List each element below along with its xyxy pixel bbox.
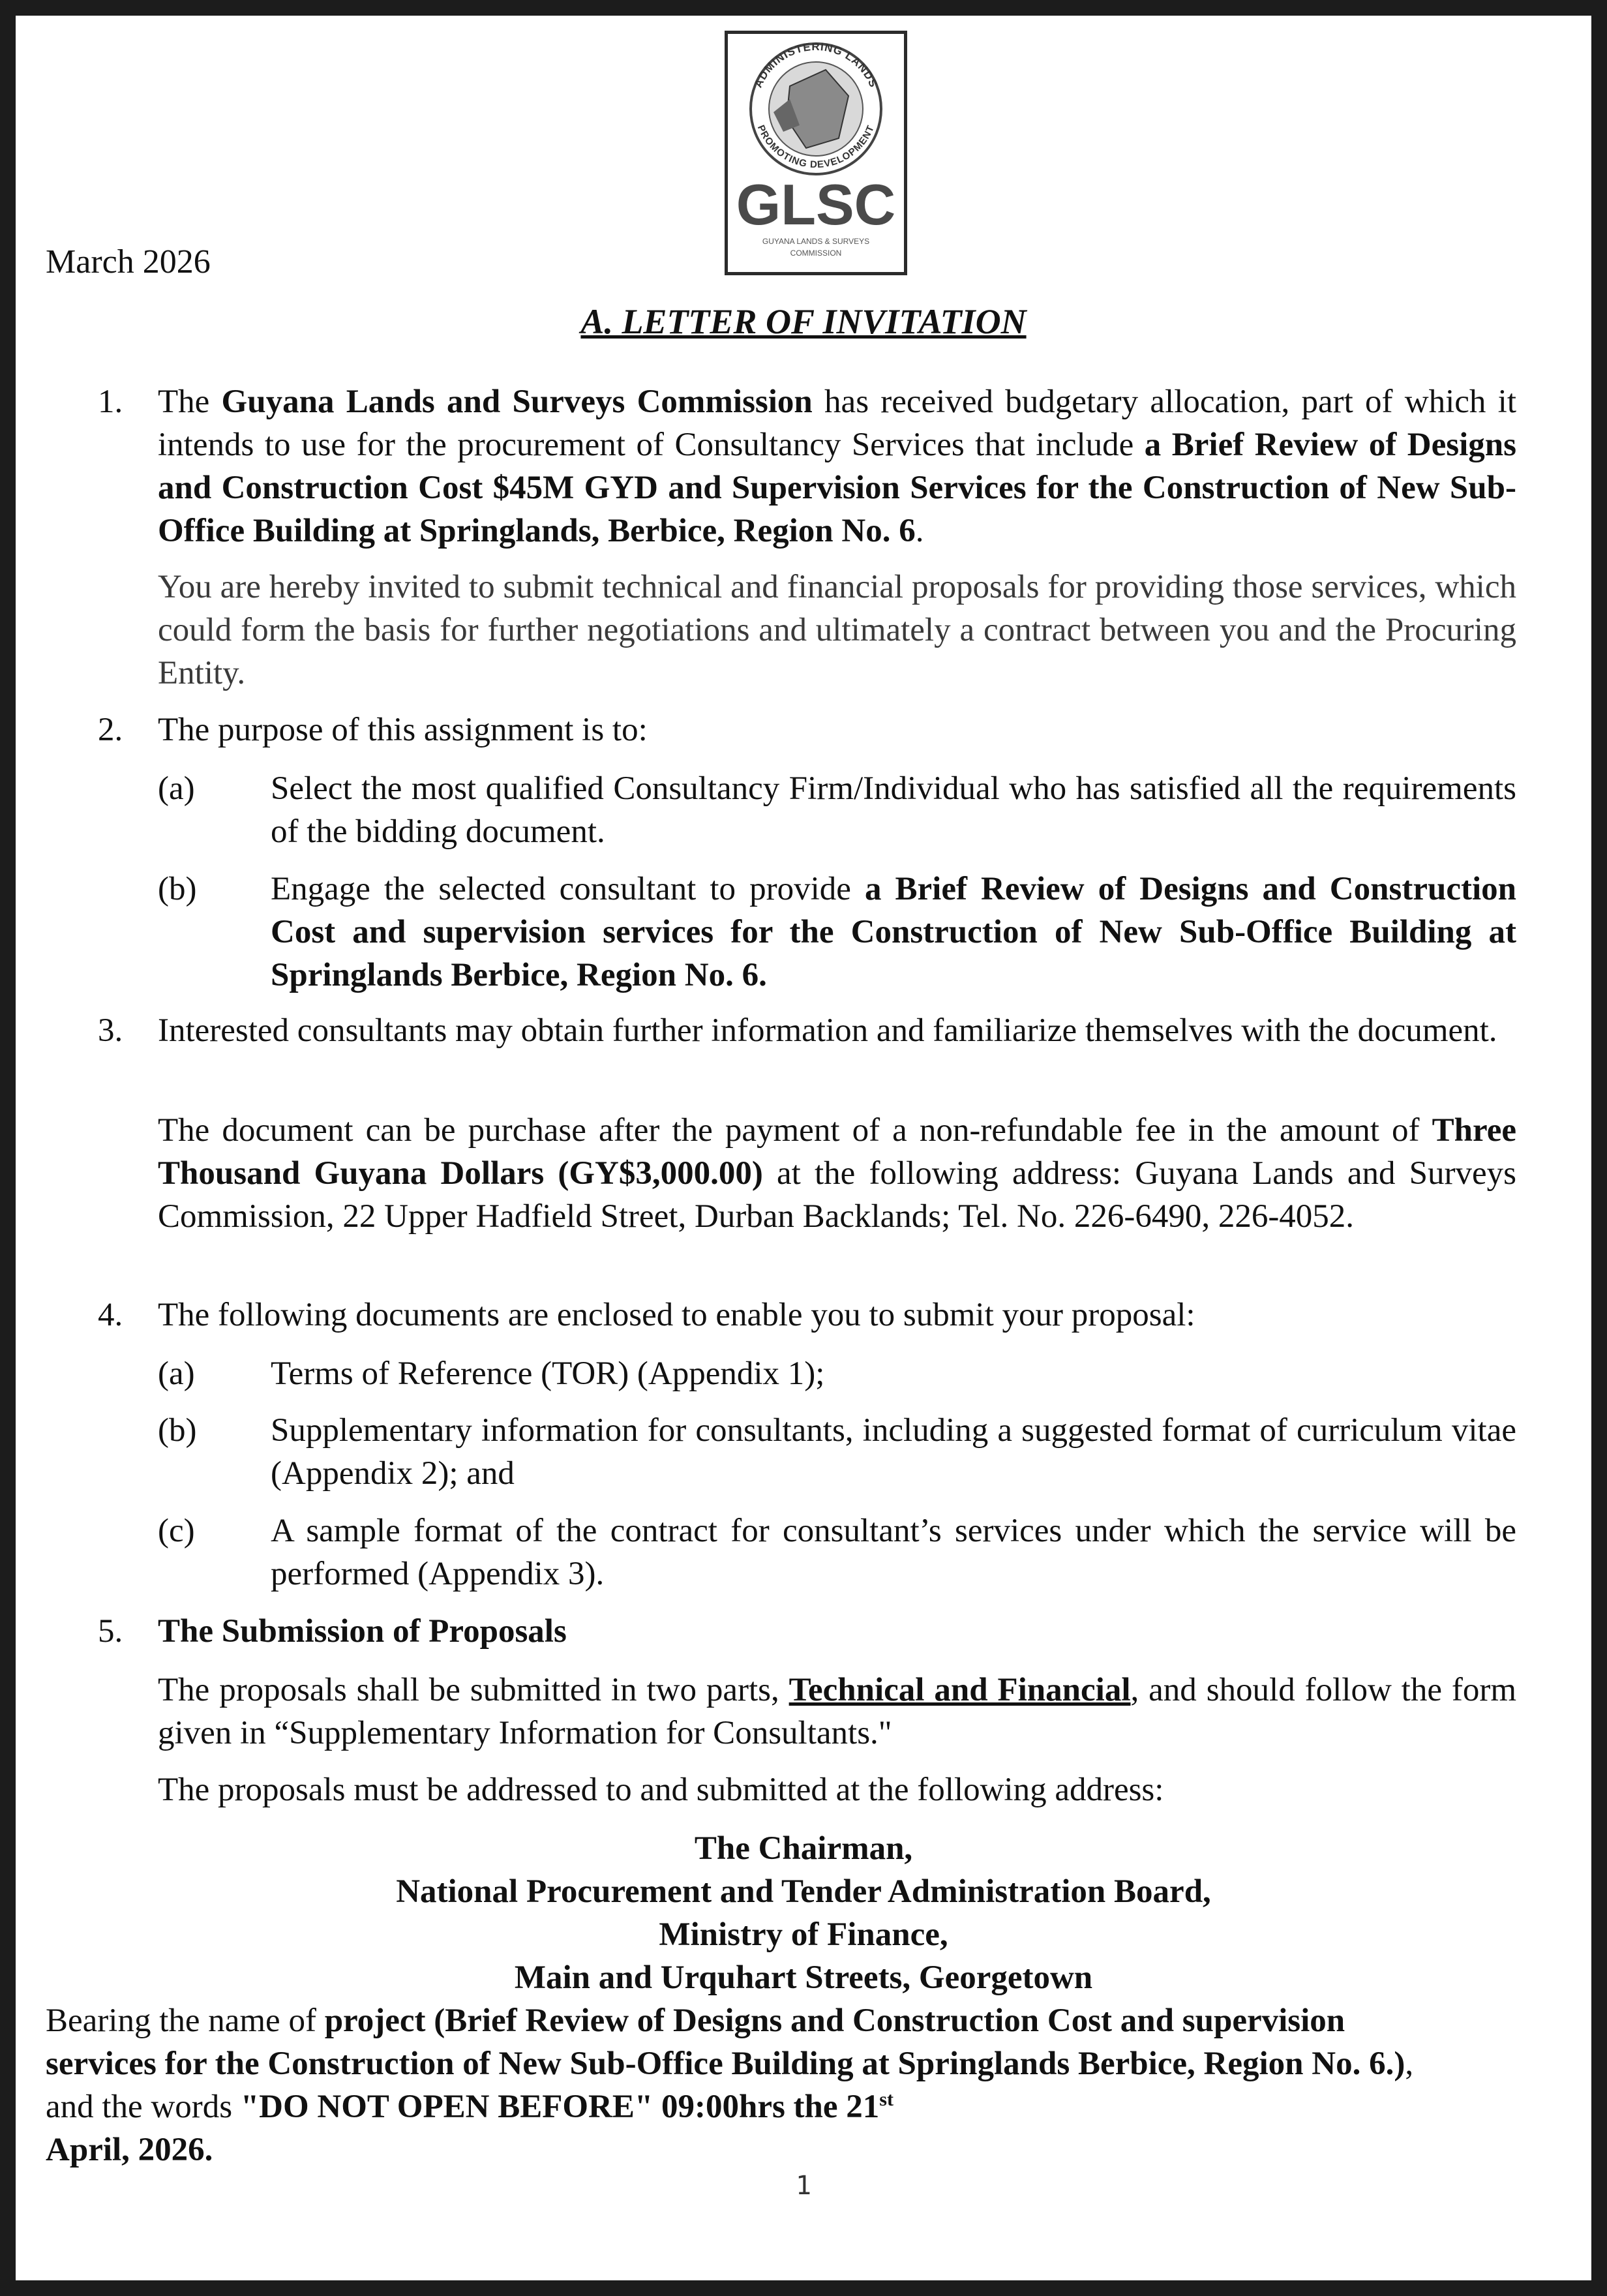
address-line-3: Ministry of Finance, xyxy=(659,1916,948,1953)
item-1-invitation-paragraph: You are hereby invited to submit technical and financial proposals for providing those services, which could form the basis for further negotiations and ultimately a contract between you and the Procuring Entity. xyxy=(158,569,1516,691)
item-2b-label: (b) xyxy=(158,871,197,907)
item-1-paragraph: The Guyana Lands and Surveys Commission has received budgetary allocation, part of which it intends to use for the procurement of Consultancy Services that include a Brief Review of Designs and Construction Cost $45M GYD and Supervision Services for the Construction of New Sub-Office Building at Springlands, Berbice, Region No. 6. xyxy=(158,384,1516,549)
address-line-1: The Chairman, xyxy=(694,1830,913,1867)
item-4a-text: Terms of Reference (TOR) (Appendix 1); xyxy=(271,1355,825,1392)
item-4c-text: A sample format of the contract for consultant’s services under which the service will be performed (Appendix 3). xyxy=(271,1513,1516,1592)
glsc-emblem-icon xyxy=(728,34,904,272)
item-5-parts-paragraph: The proposals shall be submitted in two parts, Technical and Financial, and should follow the form given in “Supplementary Information for Consultants." xyxy=(158,1672,1517,1751)
item-2b-text: Engage the selected consultant to provide a Brief Review of Designs and Construction Cost and supervision services for the Construction of New Sub-Office Building at Springlands Berbice, Region No. 6. xyxy=(271,871,1516,993)
item-2-number: 2. xyxy=(98,712,123,748)
item-3-text: Interested consultants may obtain further information and familiarize themselves with the document. xyxy=(158,1012,1497,1049)
item-4-intro: The following documents are enclosed to enable you to submit your proposal: xyxy=(158,1297,1195,1333)
logo-acronym: GLSC xyxy=(736,172,896,237)
svg-text:ADMINISTERING LANDS: ADMINISTERING LANDS xyxy=(751,40,880,90)
item-4c-label: (c) xyxy=(158,1513,195,1549)
item-5-address-intro: The proposals must be addressed to and submitted at the following address: xyxy=(158,1772,1164,1808)
item-4b-label: (b) xyxy=(158,1412,197,1449)
address-line-2: National Procurement and Tender Administration Board, xyxy=(396,1873,1211,1910)
page-title: A. LETTER OF INVITATION xyxy=(580,302,1027,341)
glsc-logo xyxy=(725,31,907,275)
logo-subtitle-2: COMMISSION xyxy=(790,249,842,258)
page-number: 1 xyxy=(795,2171,812,2201)
item-1-number: 1. xyxy=(98,384,123,420)
logo-subtitle-1: GUYANA LANDS & SURVEYS xyxy=(762,237,870,246)
item-5-number: 5. xyxy=(98,1613,123,1650)
item-2-intro: The purpose of this assignment is to: xyxy=(158,712,648,748)
svg-text:PROMOTING DEVELOPMENT: PROMOTING DEVELOPMENT xyxy=(755,123,877,171)
item-2a-text: Select the most qualified Consultancy Firm/Individual who has satisfied all the requirements of the bidding document. xyxy=(271,770,1516,850)
item-4b-text: Supplementary information for consultants, including a suggested format of curriculum vitae (Appendix 2); and xyxy=(271,1412,1516,1492)
item-5-heading: The Submission of Proposals xyxy=(158,1613,567,1650)
item-3-fee-paragraph: The document can be purchase after the payment of a non-refundable fee in the amount of Three Thousand Guyana Dollars (GY$3,000.00) at the following address: Guyana Lands and Surveys Commission, 22 Upper Hadfield Street, Durban Backlands; Tel. No. 226-6490, 226-4052. xyxy=(158,1112,1516,1235)
bearing-paragraph: Bearing the name of project (Brief Review of Designs and Construction Cost and supervision services for the Construction of New Sub-Office Building at Springlands Berbice, Region No. 6.), and the words "DO NOT OPEN BEFORE" 09:00hrs the 21st April, 2026. xyxy=(46,2002,1414,2168)
item-2a-label: (a) xyxy=(158,770,195,807)
item-4-number: 4. xyxy=(98,1297,123,1333)
address-line-4: Main and Urquhart Streets, Georgetown xyxy=(514,1959,1093,1996)
letter-date: March 2026 xyxy=(46,243,211,280)
item-4a-label: (a) xyxy=(158,1355,195,1392)
item-3-number: 3. xyxy=(98,1012,123,1049)
